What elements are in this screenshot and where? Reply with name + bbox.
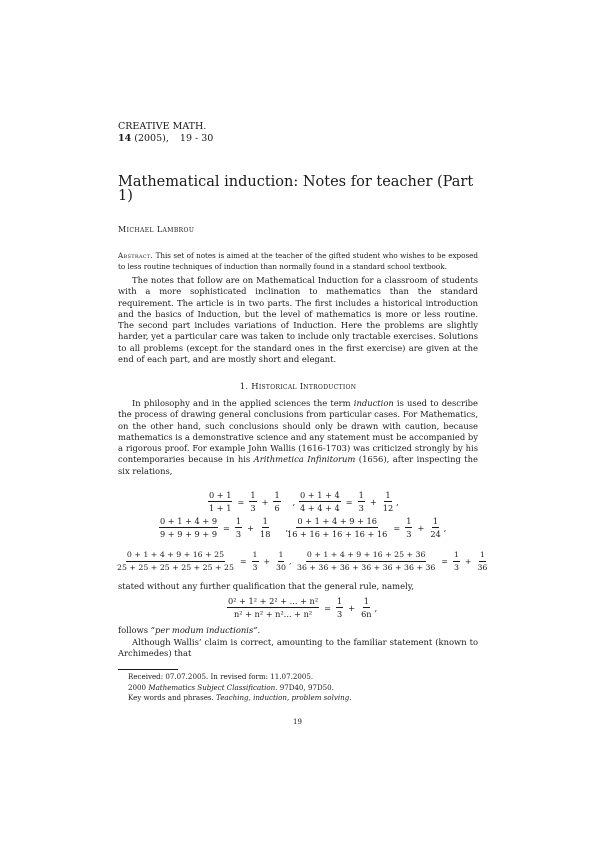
abstract-label: Abstract. bbox=[118, 251, 154, 260]
wallis-paragraph: Although Wallis’ claim is correct, amounting to the familiar statement (known to Archimedes) that bbox=[118, 637, 478, 659]
general-rule-denominator: n² + n² + n²... + n² bbox=[233, 609, 313, 619]
relation-2-numerator: 0 + 1 + 4 bbox=[300, 490, 340, 500]
historical-paragraph bbox=[118, 398, 478, 477]
general-rule-numerator: 0² + 1² + 2² + ... + n² bbox=[228, 596, 319, 606]
relation-5-numerator: 0 + 1 + 4 + 9 + 16 + 25 bbox=[126, 550, 225, 562]
journal-header bbox=[118, 121, 213, 145]
historical-text-start: In philosophy and in the applied sciences the term bbox=[132, 398, 354, 408]
journal-volume: 14 bbox=[118, 133, 132, 144]
relation-4-denominator: 16 + 16 + 16 + 16 + 16 bbox=[287, 529, 388, 539]
relation-5: $\frac{0 + 1 + 4 + 9 + 16 + 25}{25 + 25 + 25 + 25 + 25 + 25}$ = $\frac{1}{3}$ + $\frac{1}{30}$ , bbox=[117, 550, 292, 572]
relation-6-denominator: 36 + 36 + 36 + 36 + 36 + 36 + 36 bbox=[297, 563, 436, 572]
page-number: 19 bbox=[293, 718, 302, 726]
relation-6: $\frac{0 + 1 + 4 + 9 + 16 + 25 + 36}{36 + 36 + 36 + 36 + 36 + 36 + 36}$ = $\frac{1}{3}$ + $\frac{1}{36}$ bbox=[297, 550, 488, 572]
intro-paragraph: The notes that follow are on Mathematical Induction for a classroom of students with a more sophisticated inclination to mathematics than the standard requirement. The article is in two parts. The first includes a historical introduction and the basics of Induction, but the level of mathematics is more or less routine. The second part includes variations of Induction. Here the problems are slightly harder, yet a particular care was taken to include only tractable exercises. Solutions to all problems (except for the standard ones in the first exercise) are given at the end of each part, and are mostly short and elegant. bbox=[118, 275, 478, 365]
historical-text-mid: is used to describe the process of drawing general conclusions from particular cases. For Mathematics, on the other hand, such conclusions should only be drawn with caution, because mathematics is a demonstrative science and any statement must be accompanied by a rigorous proof. For example John Wallis (1616-1703) was criticized strongly by his contemporaries because in his bbox=[118, 398, 478, 465]
relation-1-denominator: 1 + 1 bbox=[209, 503, 232, 513]
relation-3: $\frac{0 + 1 + 4 + 9}{9 + 9 + 9 + 9}$ = $\frac{1}{3}$ + $\frac{1}{18}$ , bbox=[160, 516, 289, 539]
general-rule: $\frac{\text{0² + 1² + 2² + ... + n²}}{\text{n² + n² + n²... + n²}}$ = $\frac{1}{3}$ + $\frac{1}{6n}$ , bbox=[228, 596, 378, 619]
footnote-rule bbox=[118, 669, 178, 670]
historical-text-end: (1656), after inspecting the six relations, bbox=[118, 454, 478, 476]
relation-2: $\frac{0 + 1 + 4}{4 + 4 + 4}$ = $\frac{1}{3}$ + $\frac{1}{12}$ , bbox=[300, 490, 399, 513]
abstract-text: This set of notes is aimed at the teacher of the gifted student who wishes to be exposed to less routine techniques of induction than normally found in a standard school textbook. bbox=[118, 251, 478, 271]
msc-classification: 2000 Mathematics Subject Classification. 97D40, 97D50. bbox=[128, 682, 334, 692]
relation-3-denominator: 9 + 9 + 9 + 9 bbox=[160, 529, 218, 539]
stated-text: stated without any further qualification that the general rule, namely, bbox=[118, 581, 415, 591]
relation-4: $\frac{0 + 1 + 4 + 9 + 16}{16 + 16 + 16 + 16 + 16}$ = $\frac{1}{3}$ + $\frac{1}{24}$ , bbox=[287, 516, 447, 539]
relation-5-denominator: 25 + 25 + 25 + 25 + 25 + 25 bbox=[117, 563, 234, 572]
relation-1-numerator: 0 + 1 bbox=[209, 490, 232, 500]
historical-term: induction bbox=[353, 398, 394, 408]
relation-1: $\frac{0 + 1}{1 + 1}$ = $\frac{1}{3}$ + $\frac{1}{6}$ , bbox=[209, 490, 296, 513]
relation-2-denominator: 4 + 4 + 4 bbox=[300, 503, 340, 513]
paper-title: Mathematical induction: Notes for teacher (Part 1) bbox=[118, 174, 474, 204]
journal-pages: 19 - 30 bbox=[179, 133, 214, 144]
relation-3-numerator: 0 + 1 + 4 + 9 bbox=[160, 516, 218, 526]
received-dates: Received: 07.07.2005. In revised form: 11.07.2005. bbox=[128, 672, 314, 681]
latin-quote: “per modum inductionis” bbox=[150, 625, 258, 635]
keywords: Key words and phrases. Teaching, induction, problem solving. bbox=[128, 693, 352, 702]
historical-work-title: Arithmetica Infinitorum bbox=[253, 454, 356, 465]
journal-name: CREATIVE MATH. bbox=[118, 121, 207, 132]
abstract bbox=[118, 251, 478, 272]
section-heading: 1. Historical Introduction bbox=[239, 381, 357, 391]
author-name: Michael Lambrou bbox=[118, 225, 195, 234]
journal-year: (2005), bbox=[134, 133, 169, 144]
follows-line: follows “per modum inductionis”. bbox=[118, 625, 261, 635]
relation-6-numerator: 0 + 1 + 4 + 9 + 16 + 25 + 36 bbox=[306, 550, 427, 562]
relation-4-numerator: 0 + 1 + 4 + 9 + 16 bbox=[297, 516, 377, 526]
footnotes bbox=[128, 672, 352, 704]
